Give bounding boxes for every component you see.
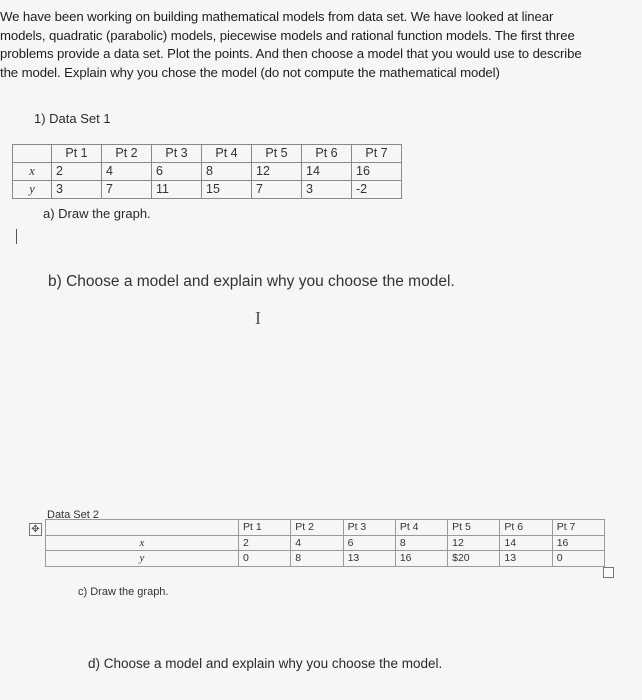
table-header: Pt 1: [239, 520, 291, 536]
table-header: Pt 6: [500, 520, 552, 536]
table-row: [46, 535, 605, 551]
table-header: Pt 5: [252, 145, 302, 163]
part-b-label: b) Choose a model and explain why you choose the model.: [48, 273, 455, 290]
table-cell: 15: [202, 181, 252, 199]
table-cell: 12: [252, 163, 302, 181]
table-header: Pt 3: [343, 520, 395, 536]
table-header: Pt 1: [52, 145, 102, 163]
table-cell: 4: [102, 163, 152, 181]
table-cell: [46, 520, 239, 536]
table-cell: 6: [343, 535, 395, 551]
table-header: Pt 4: [395, 520, 447, 536]
part-a-label: a) Draw the graph.: [43, 206, 151, 221]
table-cell: 2: [239, 535, 291, 551]
table-cell: 16: [395, 551, 447, 567]
intro-line: models, quadratic (parabolic) models, piecewise models and rational function models. The first three: [0, 27, 575, 43]
table-cell: 2: [52, 163, 102, 181]
table-cell: 4: [291, 535, 343, 551]
part-c-label: c) Draw the graph.: [78, 586, 169, 598]
y-label: y: [13, 181, 52, 199]
intro-paragraph: [0, 8, 636, 82]
intro-line: the model. Explain why you chose the model (do not compute the mathematical model): [0, 64, 500, 80]
table-cell: 12: [448, 535, 500, 551]
x-label: x: [46, 535, 239, 551]
table-cell: 14: [302, 163, 352, 181]
table-cell: 8: [202, 163, 252, 181]
y-label: y: [46, 551, 239, 567]
data-set-2-table: [45, 519, 605, 567]
table-header: Pt 3: [152, 145, 202, 163]
table-header: Pt 6: [302, 145, 352, 163]
table-cell: 8: [395, 535, 447, 551]
x-label: x: [13, 163, 52, 181]
table-cell: $20: [448, 551, 500, 567]
table-resize-handle[interactable]: [603, 567, 614, 578]
table-header: Pt 7: [352, 145, 402, 163]
table-header: Pt 5: [448, 520, 500, 536]
table-row: [46, 551, 605, 567]
table-cell: [13, 145, 52, 163]
table-cell: 11: [152, 181, 202, 199]
table-cell: 7: [252, 181, 302, 199]
table-header: Pt 2: [291, 520, 343, 536]
table-row: [46, 520, 605, 536]
table-cell: 8: [291, 551, 343, 567]
table-cell: 16: [352, 163, 402, 181]
ibeam-cursor-icon: I: [255, 308, 261, 328]
table-row: [13, 163, 402, 181]
table-row: [13, 145, 402, 163]
table-cell: 13: [343, 551, 395, 567]
table-cell: -2: [352, 181, 402, 199]
table-move-handle-icon[interactable]: ✥: [29, 523, 42, 536]
intro-line: We have been working on building mathematical models from data set. We have looked at linear: [0, 9, 554, 24]
table-cell: 3: [52, 181, 102, 199]
data-set-1-heading: 1) Data Set 1: [34, 111, 111, 126]
data-set-1-table: [12, 144, 402, 199]
part-d-label: d) Choose a model and explain why you choose the model.: [88, 656, 443, 671]
table-cell: 14: [500, 535, 552, 551]
table-header: Pt 4: [202, 145, 252, 163]
table-row: [13, 181, 402, 199]
table-cell: 7: [102, 181, 152, 199]
table-header: Pt 2: [102, 145, 152, 163]
table-cell: 0: [552, 551, 604, 567]
table-cell: 6: [152, 163, 202, 181]
table-cell: 0: [239, 551, 291, 567]
table-cell: 16: [552, 535, 604, 551]
data-set-2-heading: Data Set 2: [47, 509, 99, 521]
table-header: Pt 7: [552, 520, 604, 536]
text-cursor: [16, 229, 17, 244]
intro-line: problems provide a data set. Plot the points. And then choose a model that you would use to describe: [0, 46, 582, 61]
table-cell: 13: [500, 551, 552, 567]
table-cell: 3: [302, 181, 352, 199]
